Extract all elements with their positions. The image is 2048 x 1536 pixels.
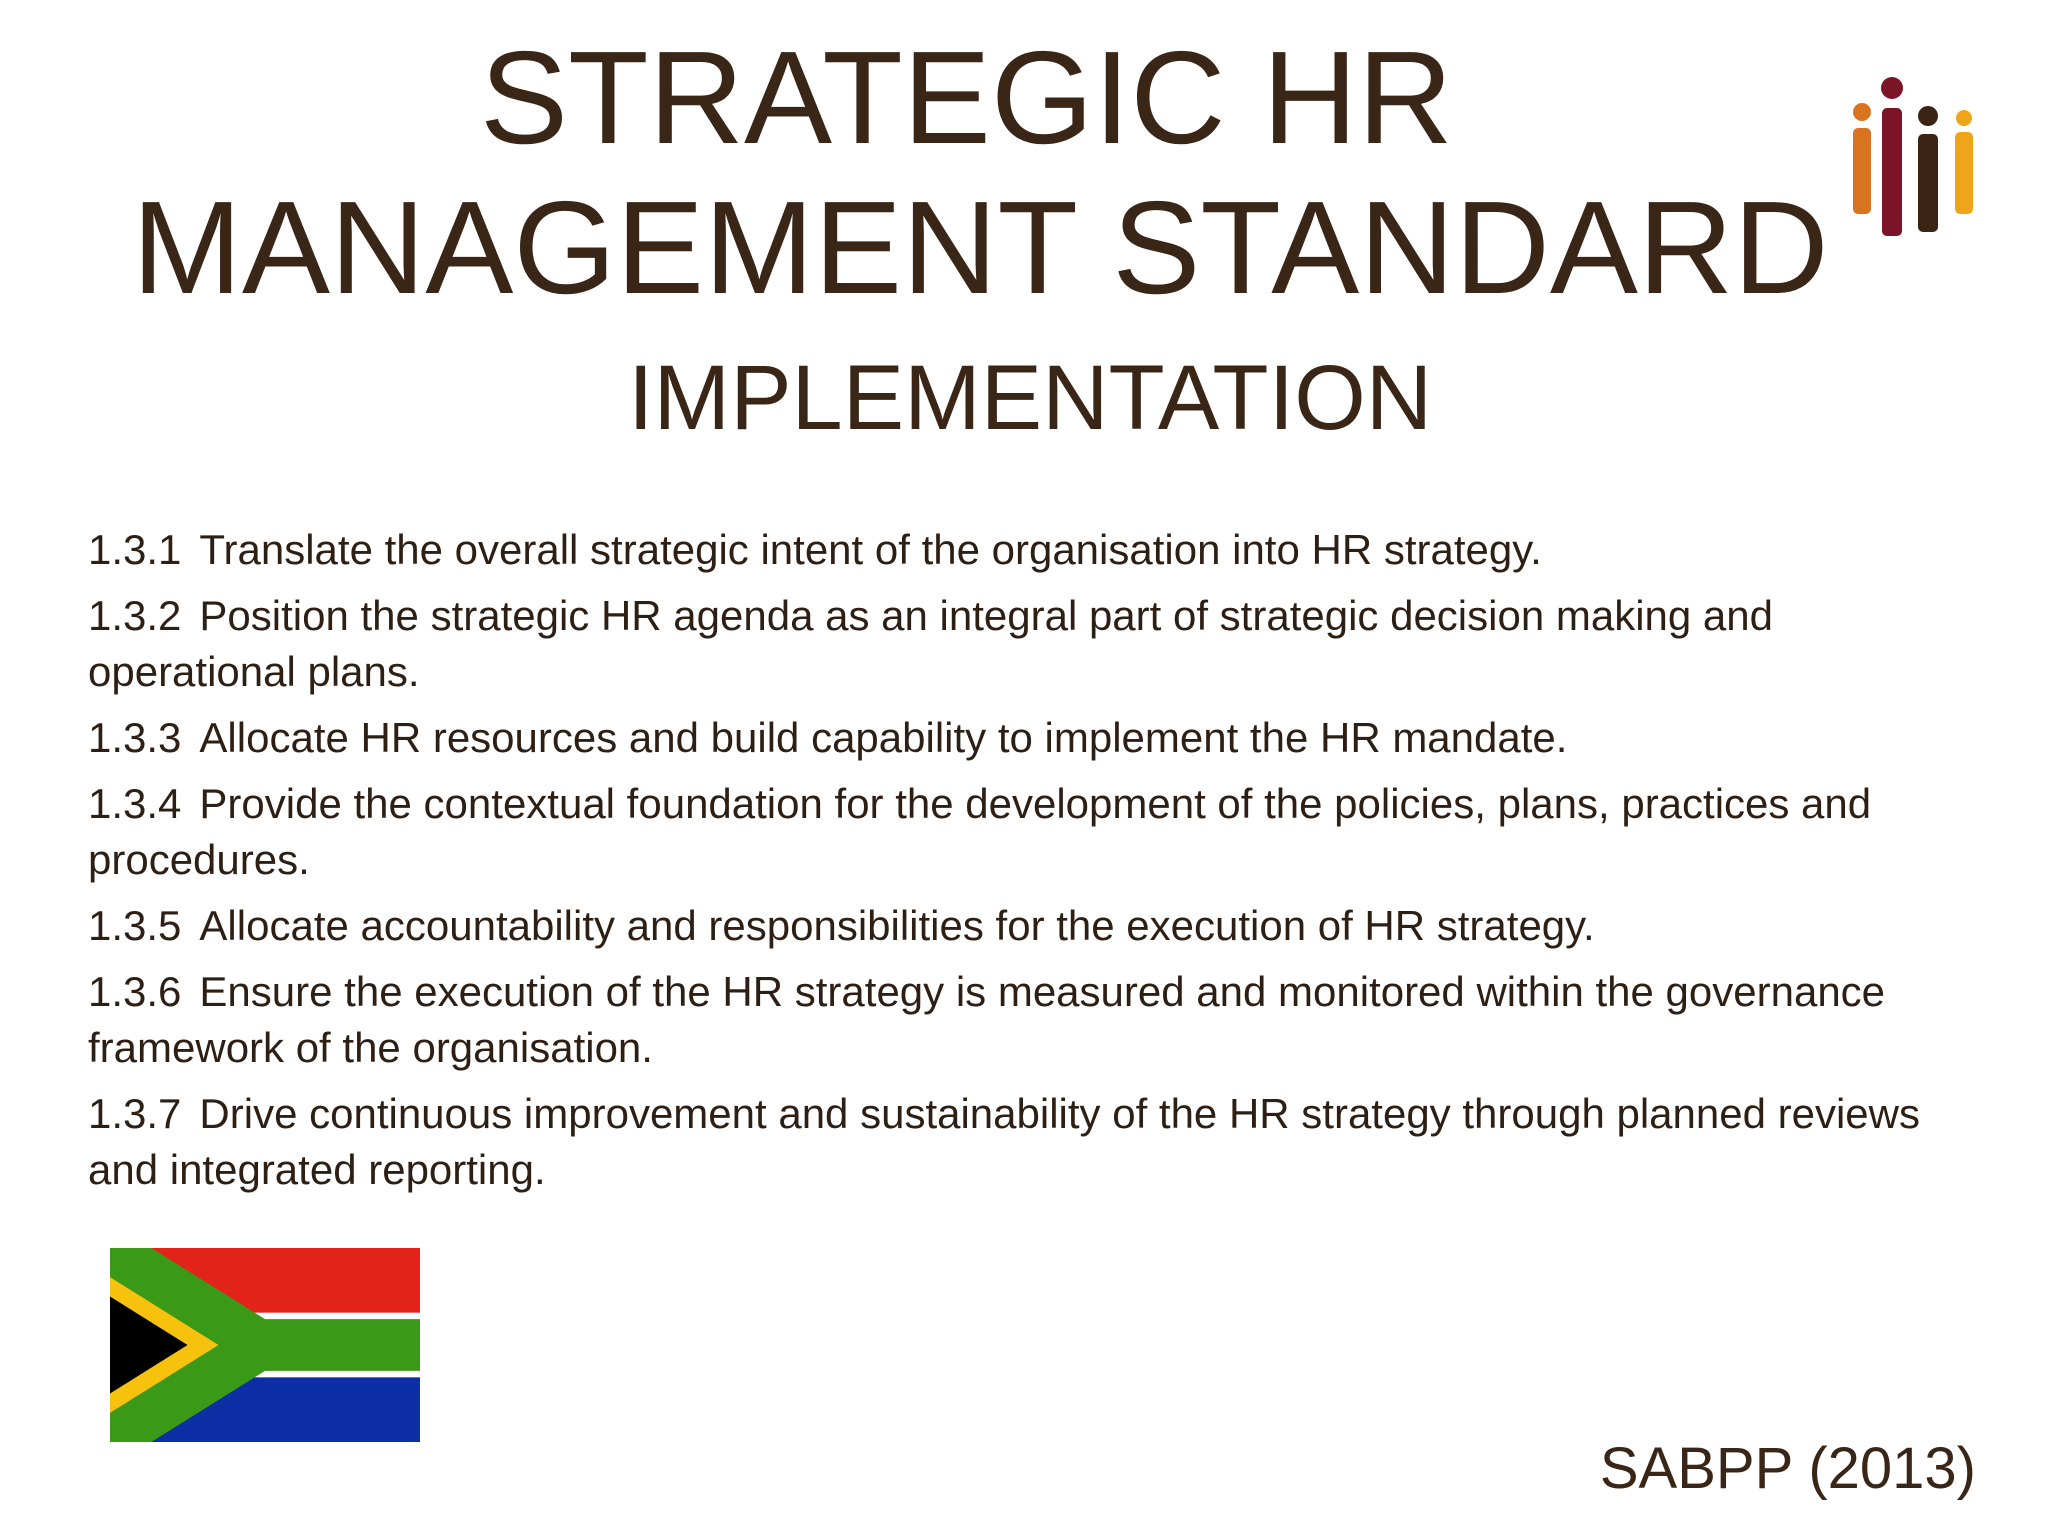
south-africa-flag-icon bbox=[110, 1248, 420, 1442]
point-item bbox=[88, 1086, 1988, 1198]
point-text: Allocate accountability and responsibilities for the execution of HR strategy. bbox=[199, 902, 1595, 949]
point-number: 1.3.3 bbox=[88, 714, 182, 761]
point-number: 1.3.2 bbox=[88, 592, 182, 639]
point-text: Position the strategic HR agenda as an integral part of strategic decision making and operational plans. bbox=[88, 592, 1773, 695]
point-item bbox=[88, 776, 1988, 888]
point-text: Ensure the execution of the HR strategy is measured and monitored within the governance framework of the organisation. bbox=[88, 968, 1886, 1071]
point-number: 1.3.7 bbox=[88, 1090, 182, 1137]
point-text: Provide the contextual foundation for the development of the policies, plans, practices and procedures. bbox=[88, 780, 1872, 883]
point-number: 1.3.6 bbox=[88, 968, 182, 1015]
point-text: Allocate HR resources and build capability to implement the HR mandate. bbox=[199, 714, 1568, 761]
sabpp-logo-icon bbox=[1850, 76, 1980, 236]
title-line-2: MANAGEMENT STANDARD bbox=[132, 174, 1829, 321]
point-item bbox=[88, 522, 1988, 578]
point-number: 1.3.4 bbox=[88, 780, 182, 827]
point-number: 1.3.1 bbox=[88, 526, 182, 573]
point-item bbox=[88, 710, 1988, 766]
subtitle: IMPLEMENTATION bbox=[628, 347, 1433, 449]
point-item bbox=[88, 898, 1988, 954]
source-citation: SABPP (2013) bbox=[1599, 1436, 1976, 1501]
point-item bbox=[88, 588, 1988, 700]
point-number: 1.3.5 bbox=[88, 902, 182, 949]
title-line-1: STRATEGIC HR bbox=[480, 24, 1453, 171]
point-text: Drive continuous improvement and sustainability of the HR strategy through planned reviews and integrated reporting. bbox=[88, 1090, 1920, 1193]
point-item bbox=[88, 964, 1988, 1076]
implementation-points-list bbox=[88, 522, 1988, 1208]
point-text: Translate the overall strategic intent of the organisation into HR strategy. bbox=[199, 526, 1542, 573]
